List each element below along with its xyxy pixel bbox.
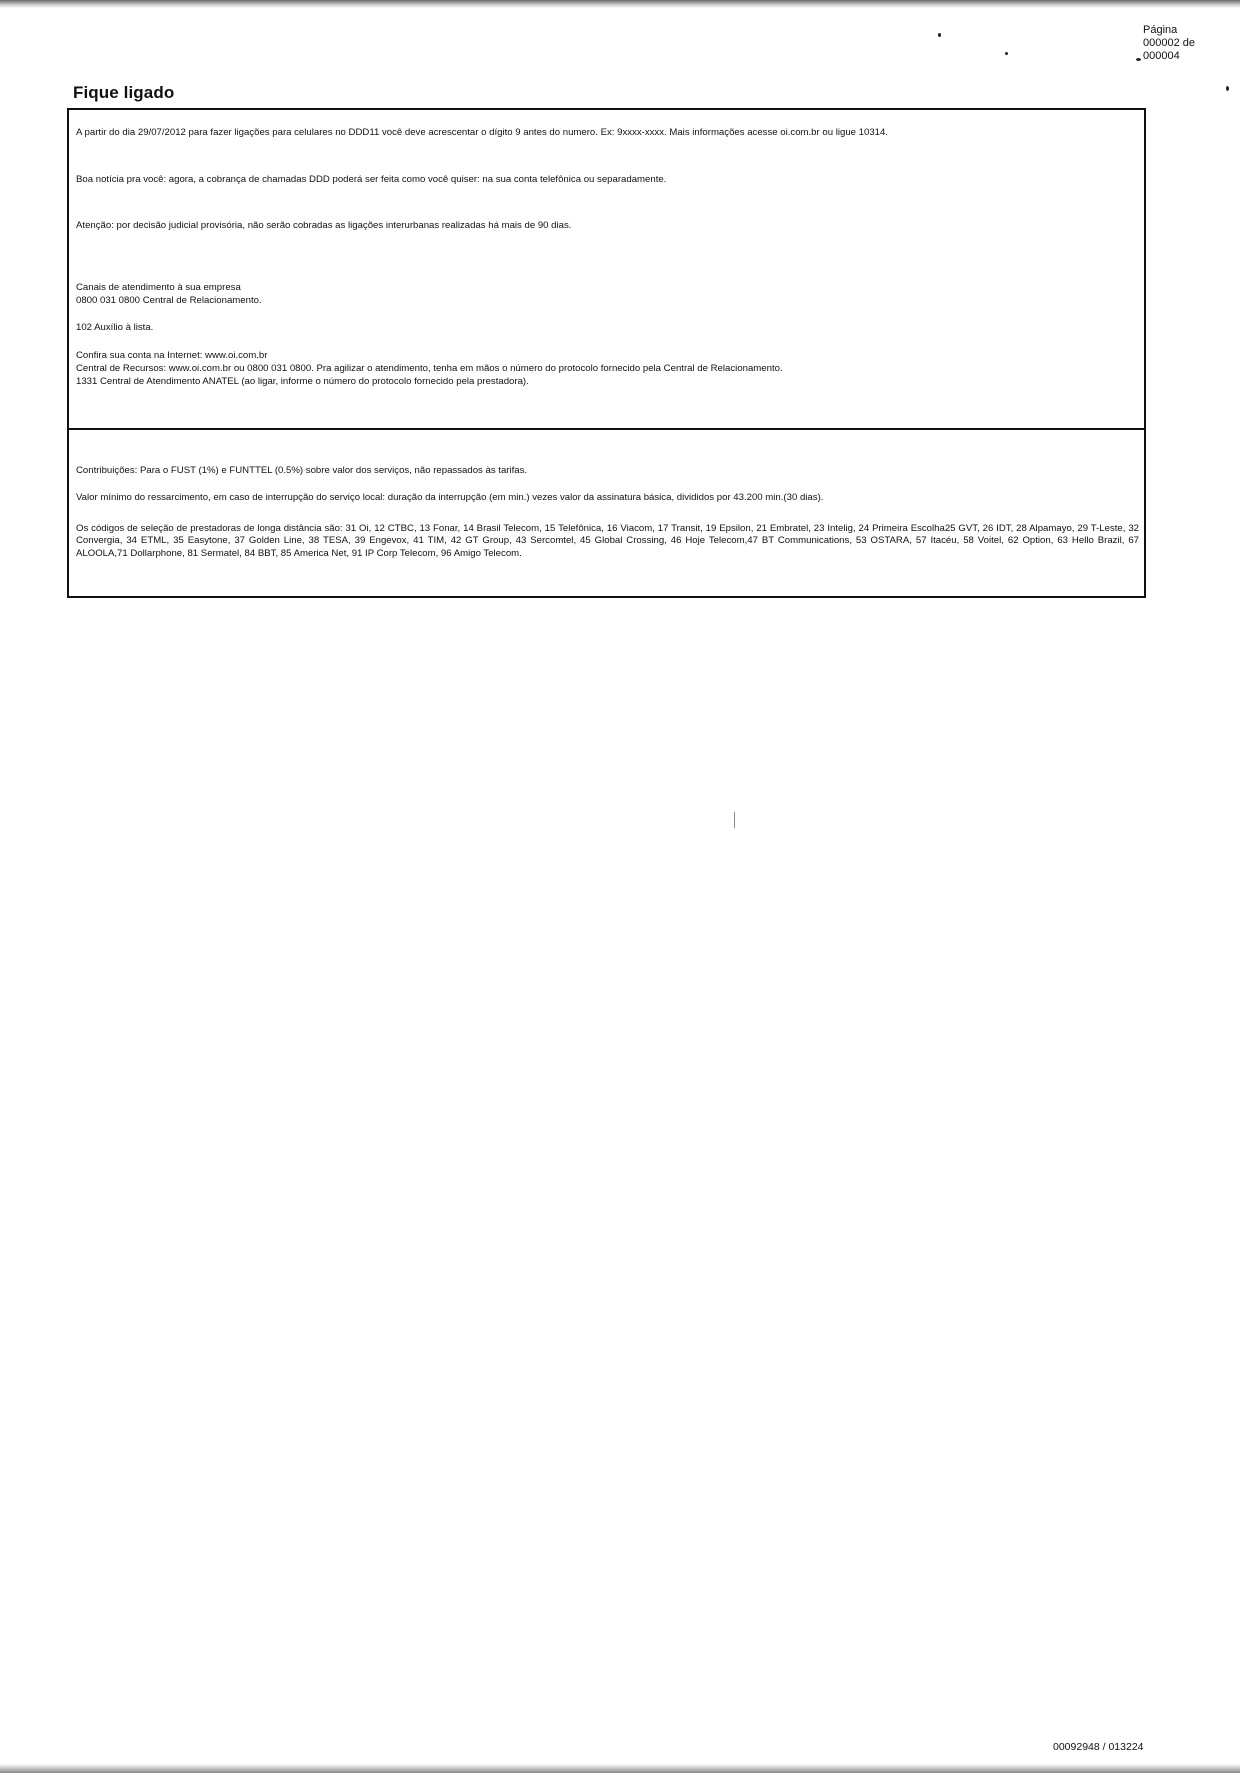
scan-top-edge [0, 0, 1240, 8]
service-channels-heading: Canais de atendimento à sua empresa [76, 282, 241, 293]
check-bill-online: Confira sua conta na Internet: www.oi.com.br [76, 350, 268, 361]
page-total: 000004 [1143, 50, 1180, 62]
relationship-center: 0800 031 0800 Central de Relacionamento. [76, 295, 262, 306]
judicial-notice: Atenção: por decisão judicial provisória, não serão cobradas as ligações interurbanas realizadas há mais de 90 dias. [76, 220, 572, 231]
scan-speck [1226, 86, 1229, 91]
anatel-center: 1331 Central de Atendimento ANATEL (ao ligar, informe o número do protocolo fornecido pela prestadora). [76, 376, 529, 387]
ddd-billing-notice: Boa notícia pra você: agora, a cobrança de chamadas DDD poderá ser feita como você quiser: na sua conta telefônica ou separadamente. [76, 174, 667, 185]
contributions-notice: Contribuições: Para o FUST (1%) e FUNTTEL (0.5%) sobre valor dos serviços, não repassados às tarifas. [76, 465, 528, 476]
carrier-codes-notice: Os códigos de seleção de prestadoras de longa distância são: 31 Oi, 12 CTBC, 13 Fonar, 14 Brasil Telecom, 15 Telefônica, 16 Viacom, 17 Transit, 19 Epsilon, 21 Embratel, 23 Intelig, 24 Primeira Escolha25 GVT, 26 IDT, 28 Alpamayo, 29 T-Leste, 32 Convergia, 34 ETML, 35 Easytone, 37 Golden Line, 38 TESA, 39 Engevox, 41 TIM, 42 GT Group, 43 Sercomtel, 45 Global Crossing, 46 Hoje Telecom,47 BT Communications, 53 OSTARA, 57 Itacéu, 58 Voitel, 62 Option, 63 Hello Brazil, 67 ALOOLA,71 Dollarphone, 81 Sermatel, 84 BBT, 85 America Net, 91 IP Corp Telecom, 96 Amigo Telecom. [76, 523, 1139, 559]
section-title: Fique ligado [73, 83, 175, 102]
directory-assistance: 102 Auxílio à lista. [76, 322, 154, 333]
scan-bottom-edge [0, 1764, 1240, 1773]
page-label: Página [1143, 24, 1178, 36]
page-indicator [1143, 24, 1233, 63]
scan-speck [1005, 52, 1008, 55]
scan-speck [938, 33, 941, 37]
regulatory-box [67, 428, 1146, 598]
scan-speck [1136, 58, 1141, 61]
notices-box [67, 108, 1146, 430]
resource-center: Central de Recursos: www.oi.com.br ou 0800 031 0800. Pra agilizar o atendimento, tenha em mãos o número do protocolo fornecido pela Central de Relacionamento. [76, 363, 783, 374]
refund-notice: Valor mínimo do ressarcimento, em caso de interrupção do serviço local: duração da interrupção (em min.) vezes valor da assinatura básica, divididos por 43.200 min.(30 dias). [76, 492, 824, 503]
page-number: 000002 de [1143, 37, 1195, 49]
ddd-change-notice: A partir do dia 29/07/2012 para fazer ligações para celulares no DDD11 você deve acrescentar o dígito 9 antes do numero. Ex: 9xxxx-xxxx. Mais informações acesse oi.com.br ou ligue 10314. [76, 127, 888, 138]
scan-speck [734, 812, 735, 828]
document-code: 00092948 / 013224 [1053, 1741, 1144, 1753]
